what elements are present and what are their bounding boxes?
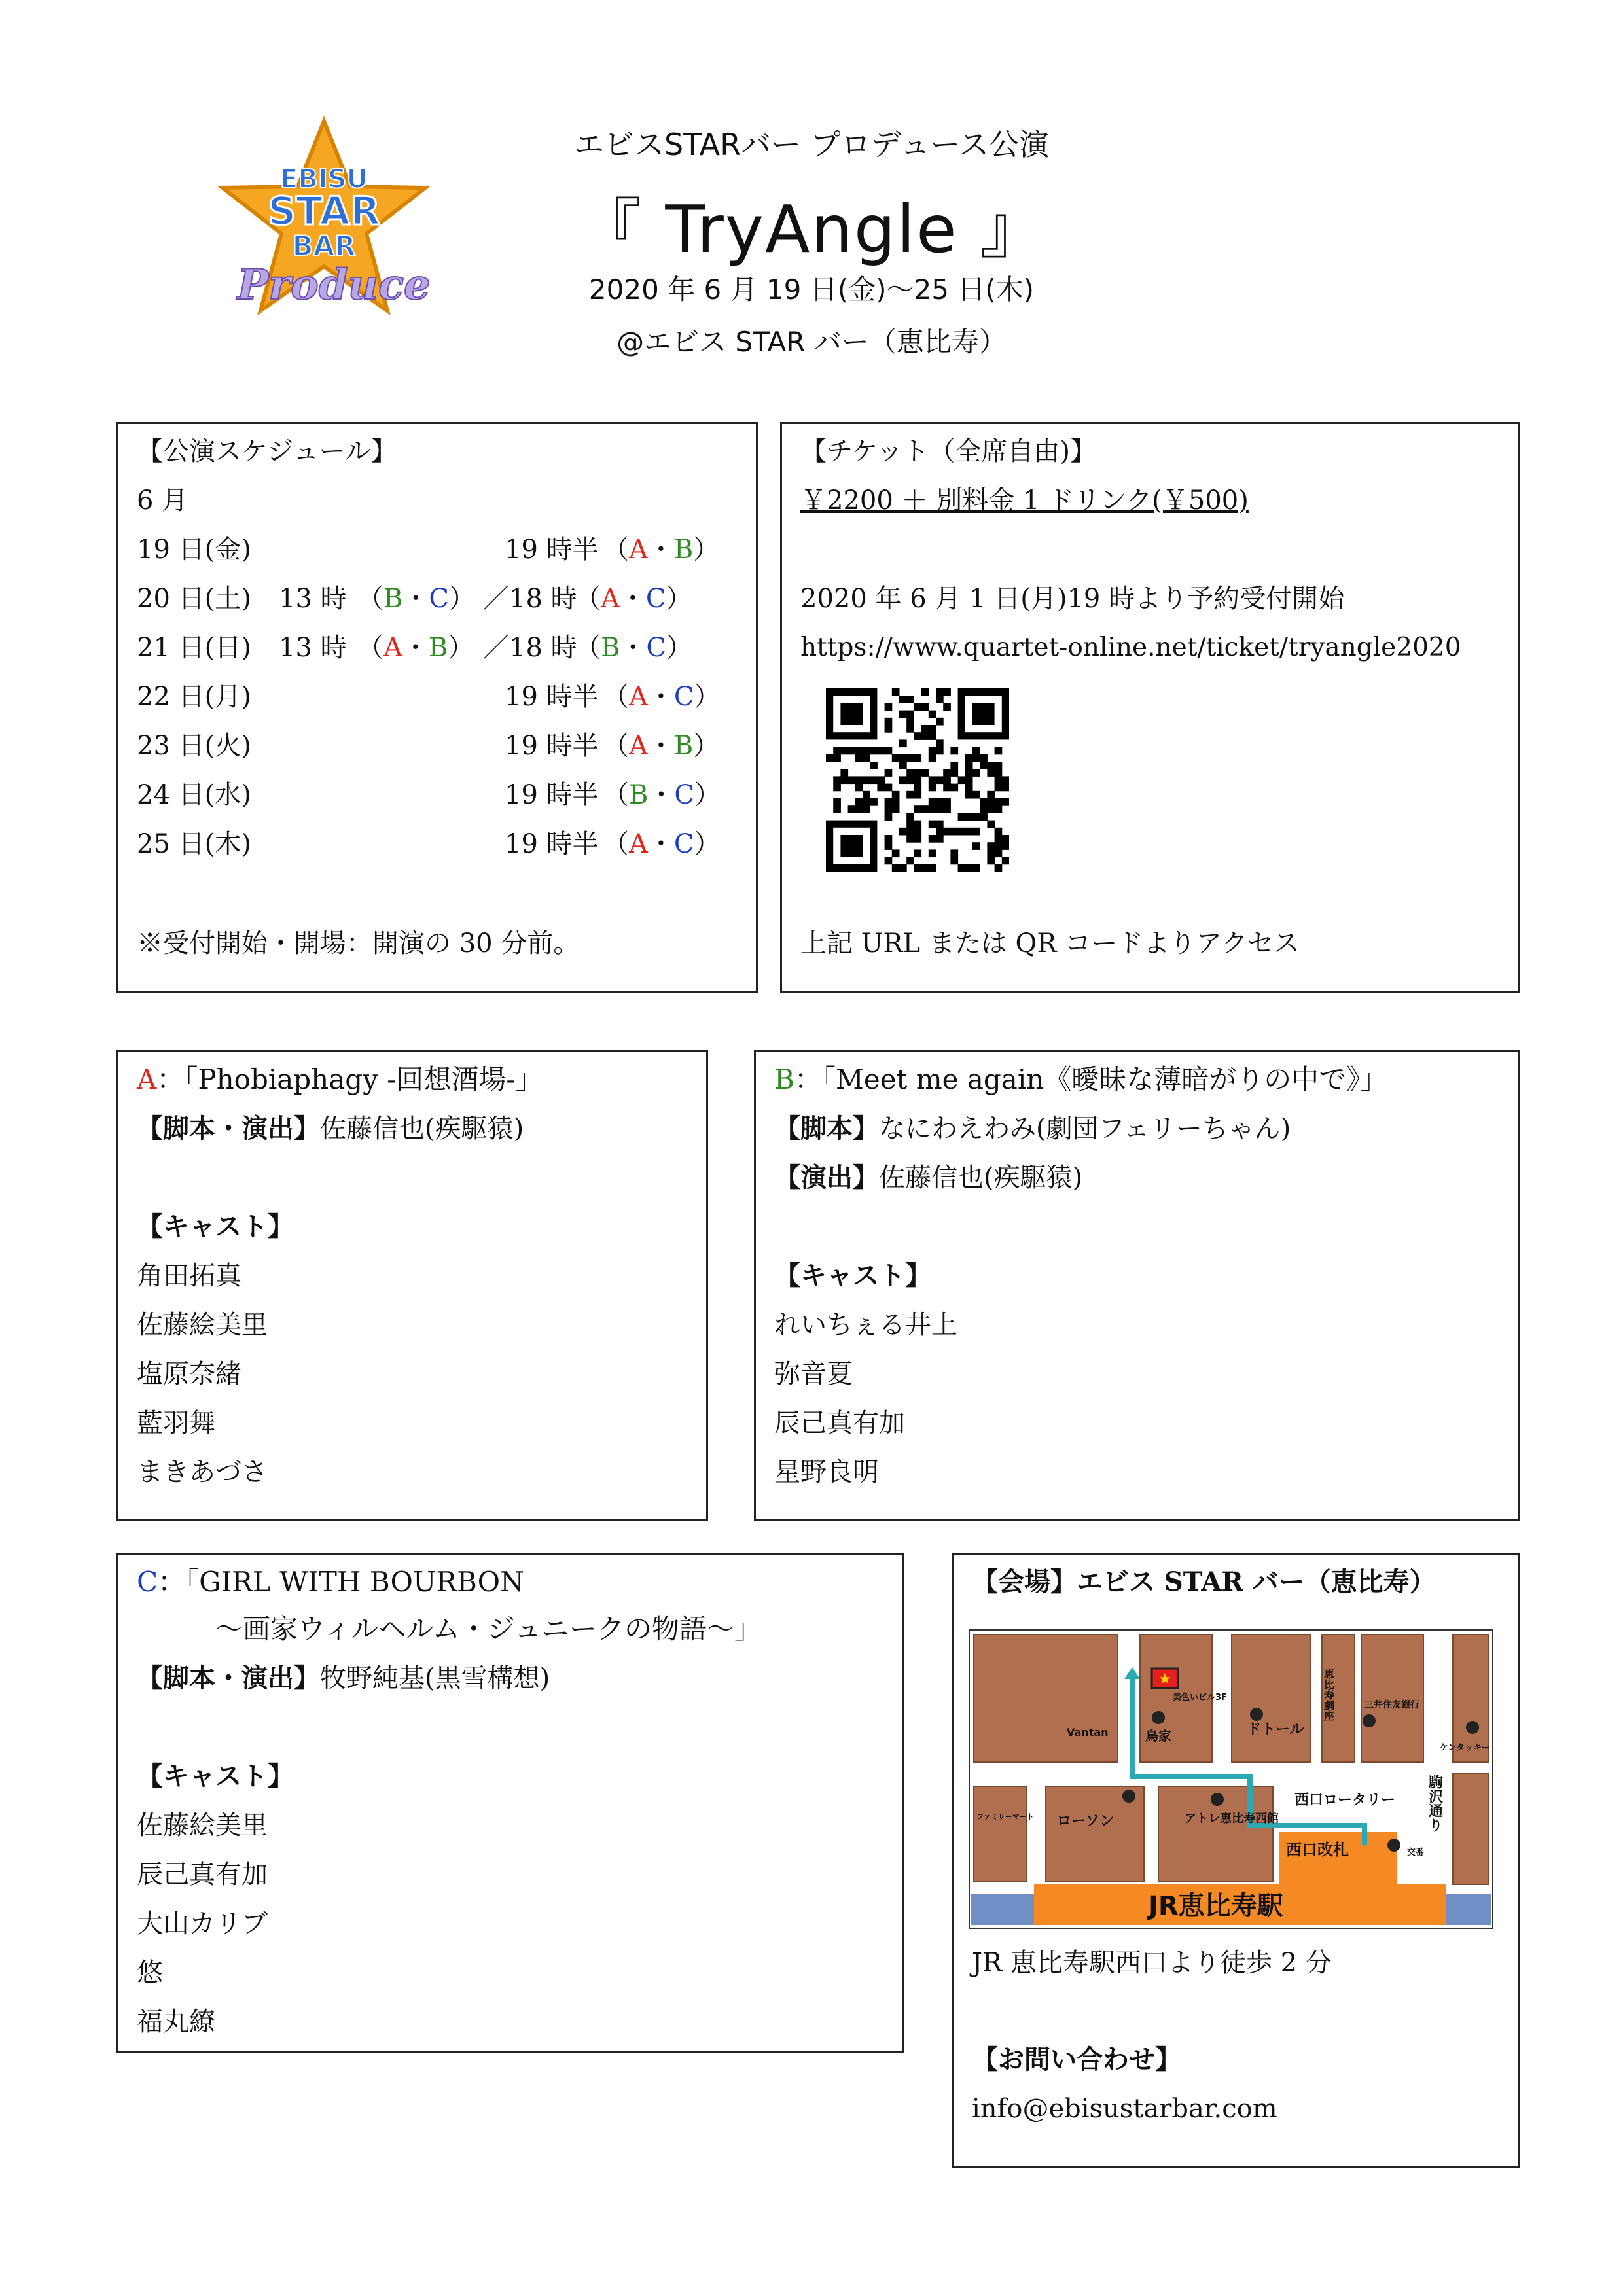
venue-access: JR 恵比寿駅西口より徒歩 2 分 [972,1948,1332,1978]
map-poi-dot [1152,1711,1165,1724]
venue-heading [972,1566,1436,1598]
logo-ebisu-text: EBISU [280,164,368,194]
cast-member: 佐藤絵美里 [137,1810,268,1841]
schedule-time: 19 時半 [505,535,599,565]
cast-member: 弥音夏 [774,1359,853,1389]
program-a-name: ：「Phobiaphagy -回想酒場-」 [156,1063,543,1095]
program-c-cast-heading: 【キャスト】 [137,1761,294,1792]
script-label: 【脚本】 [774,1113,879,1144]
schedule-time-1: 13 時 [279,633,347,663]
map-label-station: JR恵比寿駅 [1149,1891,1283,1921]
schedule-day: 23 日(火) [137,731,251,761]
cast-member: 藍羽舞 [137,1408,215,1438]
cast-member: まきあづさ [137,1457,268,1487]
ticket-heading: 【チケット（全席自由)】 [800,436,1097,467]
map-label-lawson: ローソン [1057,1813,1115,1829]
schedule-programs: （B・C） [603,780,721,810]
map-poi-dot [1363,1714,1376,1727]
map-label-vantan: Vantan [1067,1726,1109,1739]
program-a-letter: A [137,1063,157,1095]
cast-member: 角田拓真 [137,1261,241,1291]
map-label-bank: 三井住友銀行 [1364,1700,1419,1710]
schedule-day: 20 日(土) [137,584,251,614]
star-icon: ★ [1158,1671,1171,1687]
producer-line: エビスSTARバー プロデュース公演 [573,127,1050,162]
schedule-time: 19 時半 [505,731,599,761]
program-b-letter: B [774,1063,794,1095]
credit-label: 【脚本・演出】 [137,1113,320,1144]
map-label-west-gate: 西口改札 [1286,1841,1349,1859]
map-block [1361,1634,1423,1762]
map-label-komazawa: 駒沢通り [1426,1775,1443,1832]
qr-code[interactable] [826,688,1009,872]
cast-member: 悠 [137,1958,163,1988]
cast-member: 星野良明 [774,1457,879,1487]
schedule-panel [116,422,758,993]
schedule-programs-1: （B・C） [357,584,476,614]
credit-name: 佐藤信也(疾駆猿) [320,1114,524,1144]
credit-name: 牧野純基(黒雪構想) [320,1663,550,1693]
program-c-name: ：「GIRL WITH BOURBON [158,1566,524,1598]
schedule-time: 19 時半 [505,780,599,810]
schedule-day: 24 日(水) [137,780,251,810]
schedule-time: 19 時半 [505,829,599,859]
map-poi-dot [1387,1839,1400,1852]
schedule-heading: 【公演スケジュール】 [137,436,397,467]
program-c-title [137,1566,524,1598]
map-poi-dot [1211,1793,1224,1806]
logo-star-text: STAR [267,188,381,234]
schedule-day: 22 日(月) [137,682,251,712]
map-poi-dot [1466,1721,1479,1734]
map-poi-dot [1122,1790,1135,1803]
program-c-letter: C [137,1566,158,1598]
venue-heading-text: 【会場】エビス STAR バー（恵比寿） [972,1566,1436,1597]
schedule-day: 21 日(日) [137,633,251,663]
direction-name: 佐藤信也(疾駆猿) [879,1163,1083,1193]
cast-member: 福丸繚 [137,2007,215,2037]
page-title: 『 TryAngle 』 [576,191,1047,268]
program-b-name: ：「Meet me again《曖昧な薄暗がりの中で》」 [794,1063,1388,1095]
map-label-koban: 交番 [1407,1848,1425,1858]
map-label-kfc: ケンタッキー [1440,1743,1490,1753]
schedule-sep: ／ [483,633,509,663]
logo-produce-text: Produce [237,260,431,309]
map-label-bldg: 美色いビル3F [1173,1693,1227,1703]
script-name: なにわえわみ(劇団フェリーちゃん) [879,1114,1291,1144]
cast-member: 佐藤絵美里 [137,1310,268,1340]
map-block [974,1634,1118,1762]
schedule-day: 19 日(金) [137,535,251,565]
performance-dates: 2020 年 6 月 19 日(金)〜25 日(木) [588,274,1035,306]
schedule-programs-1: （A・B） [357,633,474,663]
program-c-subtitle: 〜画家ウィルヘルム・ジュニークの物語〜」 [215,1613,762,1645]
schedule-programs-2: （B・C） [575,633,693,663]
map-block [1232,1634,1310,1762]
schedule-time-2: 18 時 [509,584,577,614]
program-b-direction [774,1162,1082,1193]
schedule-day: 25 日(木) [137,829,251,859]
access-note: 上記 URL または QR コードよりアクセス [800,928,1300,959]
map-block [1453,1773,1489,1884]
contact-heading: 【お問い合わせ】 [972,2044,1181,2075]
schedule-time-2: 18 時 [509,633,577,663]
contact-email[interactable]: info@ebisustarbar.com [972,2094,1277,2124]
cast-member: 辰己真有加 [774,1408,905,1438]
program-a-title [137,1064,543,1095]
program-b-panel [754,1050,1520,1521]
program-c-credit [137,1663,550,1694]
program-a-credit [137,1113,524,1144]
map-label-theater: 恵比寿劇座 [1322,1669,1335,1721]
schedule-sep: ／ [483,584,509,614]
cast-member: れいちぇる井上 [774,1310,957,1340]
reservation-start: 2020 年 6 月 1 日(月)19 時より予約受付開始 [800,584,1345,614]
map-label-atre: アトレ恵比寿西館 [1185,1812,1279,1826]
cast-member: 塩原奈緒 [137,1359,241,1389]
schedule-month: 6 月 [137,486,188,516]
map-label-rotary: 西口ロータリー [1294,1792,1396,1809]
schedule-programs: （A・B） [603,535,720,565]
schedule-time-1: 13 時 [279,584,347,614]
program-c-panel [116,1553,904,2053]
program-b-title [774,1064,1387,1095]
program-b-script [774,1113,1291,1144]
venue-line: @エビス STAR バー（恵比寿） [616,326,1007,358]
program-b-cast-heading: 【キャスト】 [774,1260,931,1291]
cast-member: 辰己真有加 [137,1860,268,1890]
map-label-family: ファミリーマート [976,1812,1034,1821]
schedule-time: 19 時半 [505,682,599,712]
schedule-programs: （A・C） [603,829,721,859]
credit-label: 【脚本・演出】 [137,1663,320,1693]
map-poi-dot [1250,1708,1263,1721]
map-rail [971,1894,1034,1925]
program-a-cast-heading: 【キャスト】 [137,1211,294,1242]
schedule-programs-2: （A・C） [575,584,692,614]
map-label-torinoie: 鳥家 [1145,1728,1171,1744]
schedule-programs: （A・C） [603,682,721,712]
cast-member: 大山カリブ [137,1909,268,1939]
map-rail [1446,1894,1491,1925]
schedule-programs: （A・B） [603,731,720,761]
ticket-url[interactable]: https://www.quartet-online.net/ticket/tryangle2020 [800,633,1461,662]
map-label-doutor: ドトール [1247,1722,1304,1738]
direction-label: 【演出】 [774,1162,879,1193]
map-block [974,1786,1026,1881]
schedule-note: ※受付開始・開場：開演の 30 分前。 [137,928,580,959]
ticket-price: ￥2200 ＋ 別料金 1 ドリンク(￥500) [800,486,1249,516]
program-a-panel [116,1050,708,1521]
venue-map [969,1629,1493,1929]
logo-bar-text: BAR [292,230,356,262]
